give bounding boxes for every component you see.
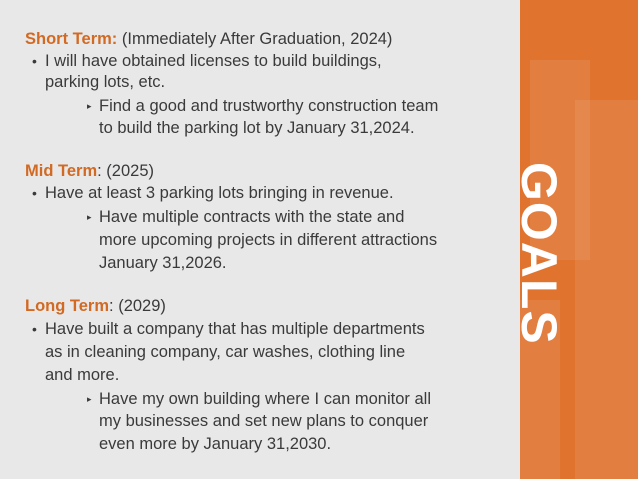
mid-term-subbullet-cont: January 31,2026. (99, 254, 227, 272)
long-term-bullet (32, 319, 425, 340)
long-term-subbullet (87, 389, 431, 410)
bullet-icon: • (32, 185, 37, 201)
mid-term-subbullet (87, 207, 404, 228)
subbullet-text: Have multiple contracts with the state and (99, 208, 405, 226)
short-term-bullet-cont: parking lots, etc. (45, 73, 166, 91)
bullet-icon: • (32, 53, 37, 69)
short-term-detail: (Immediately After Graduation, 2024) (117, 30, 393, 48)
bullet-text: Have at least 3 parking lots bringing in revenue. (45, 184, 394, 202)
long-term-heading (25, 296, 166, 317)
short-term-subbullet (87, 96, 438, 117)
mid-term-label: Mid Term (25, 162, 98, 180)
long-term-subbullet-cont: even more by January 31,2030. (99, 435, 332, 453)
bullet-icon: • (32, 321, 37, 337)
short-term-heading (25, 29, 392, 50)
building-shape (575, 100, 638, 479)
mid-term-detail: : (2025) (97, 162, 154, 180)
long-term-bullet-cont: as in cleaning company, car washes, clothing line (45, 343, 406, 361)
subbullet-text: Have my own building where I can monitor all (99, 390, 431, 408)
subbullet-text: Find a good and trustworthy construction team (99, 97, 439, 115)
sidebar-title: GOALS (511, 162, 567, 345)
bullet-text: Have built a company that has multiple departments (45, 320, 425, 338)
mid-term-bullet (32, 183, 394, 204)
long-term-bullet-cont: and more. (45, 366, 120, 384)
short-term-bullet (32, 51, 382, 72)
long-term-label: Long Term (25, 297, 110, 315)
triangle-bullet-icon: ▸ (87, 101, 92, 111)
short-term-subbullet-cont: to build the parking lot by January 31,2024. (99, 119, 415, 137)
triangle-bullet-icon: ▸ (87, 212, 92, 222)
short-term-label: Short Term: (25, 30, 118, 48)
mid-term-heading (25, 161, 154, 182)
mid-term-subbullet-cont: more upcoming projects in different attractions (99, 231, 438, 249)
long-term-subbullet-cont: my businesses and set new plans to conquer (99, 412, 429, 430)
long-term-detail: : (2029) (109, 297, 166, 315)
triangle-bullet-icon: ▸ (87, 394, 92, 404)
bullet-text: I will have obtained licenses to build buildings, (45, 52, 382, 70)
